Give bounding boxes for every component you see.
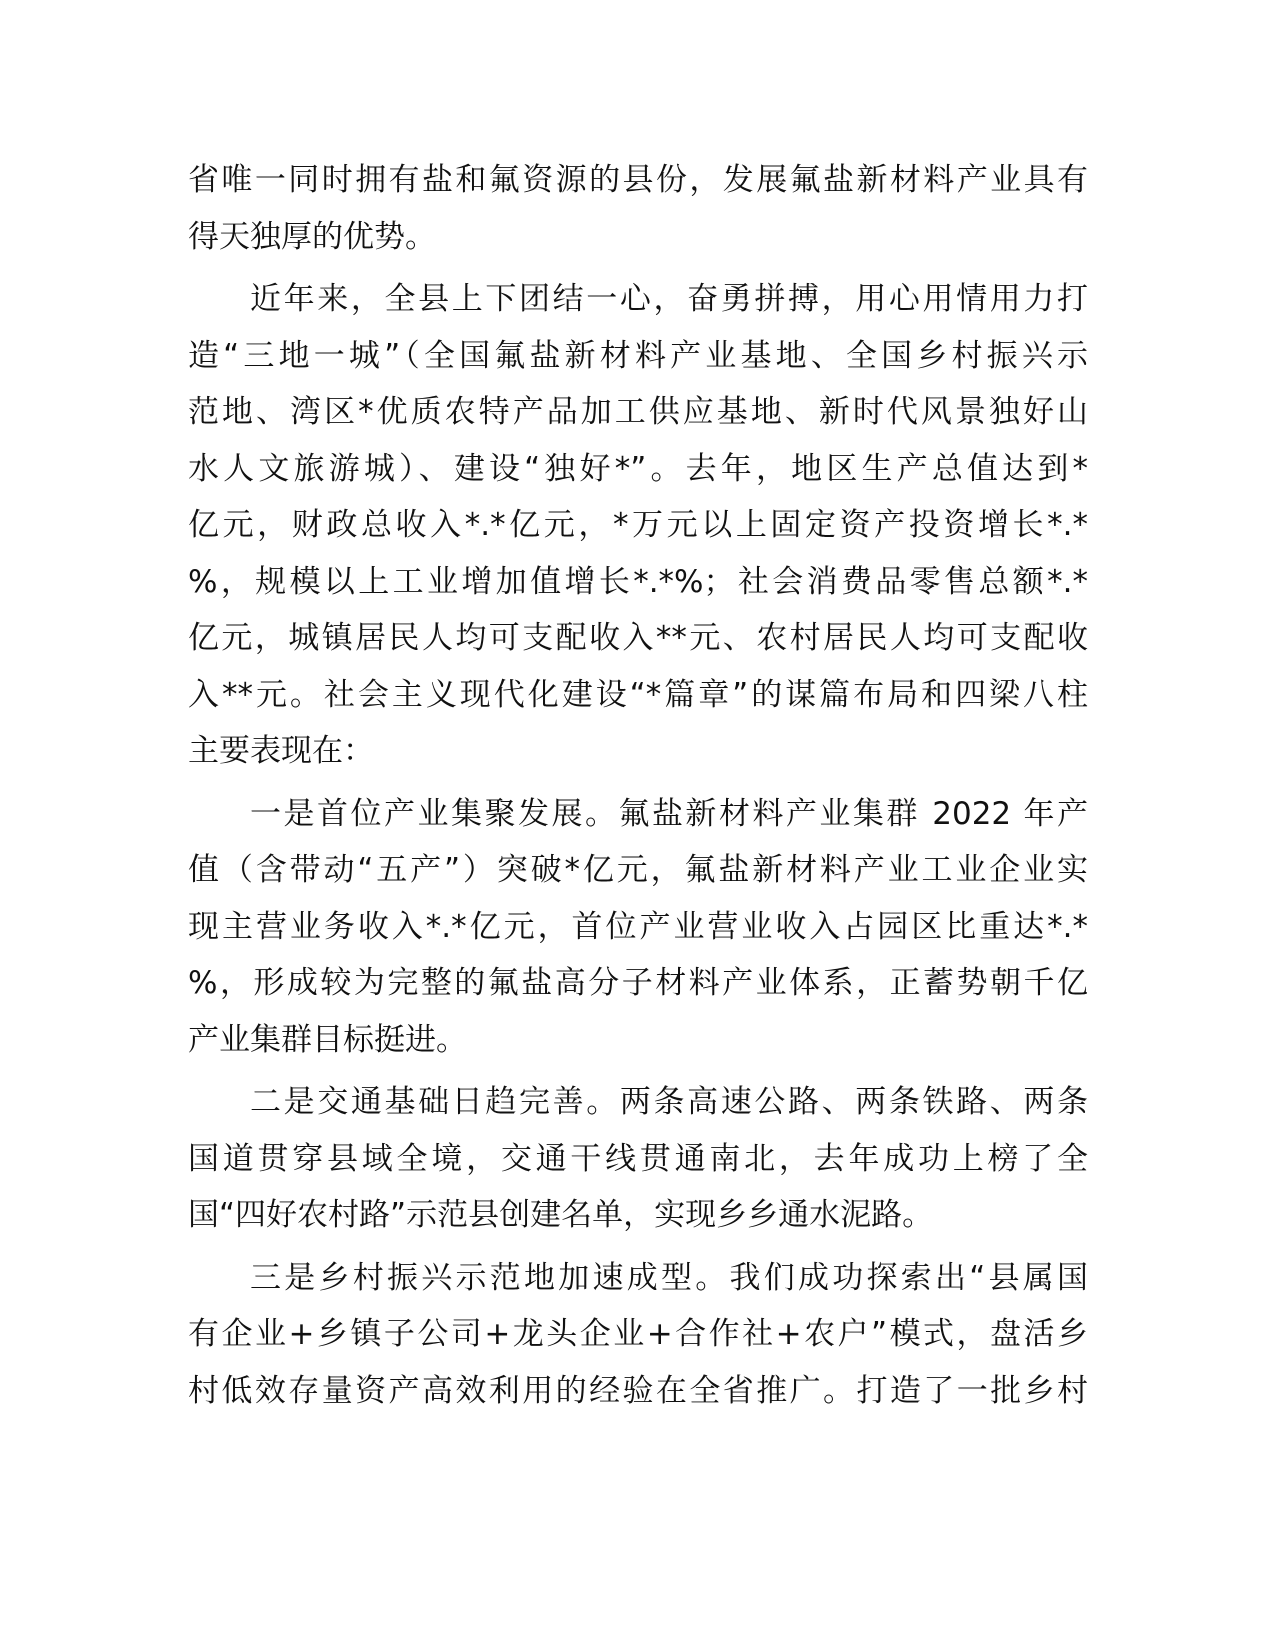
- paragraph-transport: [188, 1074, 1088, 1244]
- text-line: %，规模以上工业增加值增长*.*%；社会消费品零售总额*.*: [188, 563, 1088, 600]
- text-line: 村低效存量资产高效利用的经验在全省推广。打造了一批乡村: [188, 1372, 1088, 1409]
- text-line: 主要表现在：: [188, 733, 374, 769]
- document-body: [188, 152, 1088, 1425]
- text-line: 亿元，财政总收入*.*亿元，*万元以上固定资产投资增长*.*: [188, 507, 1088, 543]
- text-line: 值（含带动“五产”）突破*亿元，氟盐新材料产业工业企业实: [188, 852, 1088, 888]
- text-line: 亿元，城镇居民人均可支配收入**元、农村居民人均可支配收: [188, 620, 1088, 656]
- text-line: 国“四好农村路”示范县创建名单，实现乡乡通水泥路。: [188, 1197, 934, 1233]
- text-line: 水人文旅游城）、建设“独好*”。去年，地区生产总值达到*: [188, 450, 1088, 487]
- text-line: 三是乡村振兴示范地加速成型。我们成功探索出“县属国: [250, 1259, 1088, 1296]
- paragraph-intro-continuation: [188, 152, 1088, 265]
- paragraph-rural-revitalization: [188, 1250, 1088, 1420]
- paragraph-recent-years: [188, 271, 1088, 780]
- text-line: 有企业+乡镇子公司+龙头企业+合作社+农户”模式，盘活乡: [188, 1316, 1088, 1352]
- text-line: 造“三地一城”（全国氟盐新材料产业基地、全国乡村振兴示: [188, 337, 1088, 374]
- text-line: 范地、湾区*优质农特产品加工供应基地、新时代风景独好山: [188, 394, 1088, 430]
- text-line: 二是交通基础日趋完善。两条高速公路、两条铁路、两条: [250, 1084, 1088, 1120]
- text-line: 产业集群目标挺进。: [188, 1021, 467, 1058]
- text-line: 现主营业务收入*.*亿元，首位产业营业收入占园区比重达*.*: [188, 908, 1088, 945]
- text-line: 一是首位产业集聚发展。氟盐新材料产业集群 2022 年产: [250, 795, 1088, 832]
- text-line: 近年来，全县上下团结一心，奋勇拼搏，用心用情用力打: [250, 281, 1088, 317]
- text-line: %，形成较为完整的氟盐高分子材料产业体系，正蓄势朝千亿: [188, 965, 1088, 1001]
- text-line: 国道贯穿县域全境，交通干线贯通南北，去年成功上榜了全: [188, 1140, 1088, 1177]
- text-line: 省唯一同时拥有盐和氟资源的县份，发展氟盐新材料产业具有: [188, 162, 1088, 198]
- paragraph-first-industry: [188, 786, 1088, 1069]
- text-line: 得天独厚的优势。: [188, 218, 436, 255]
- text-line: 入**元。社会主义现代化建设“*篇章”的谋篇布局和四梁八柱: [188, 676, 1088, 713]
